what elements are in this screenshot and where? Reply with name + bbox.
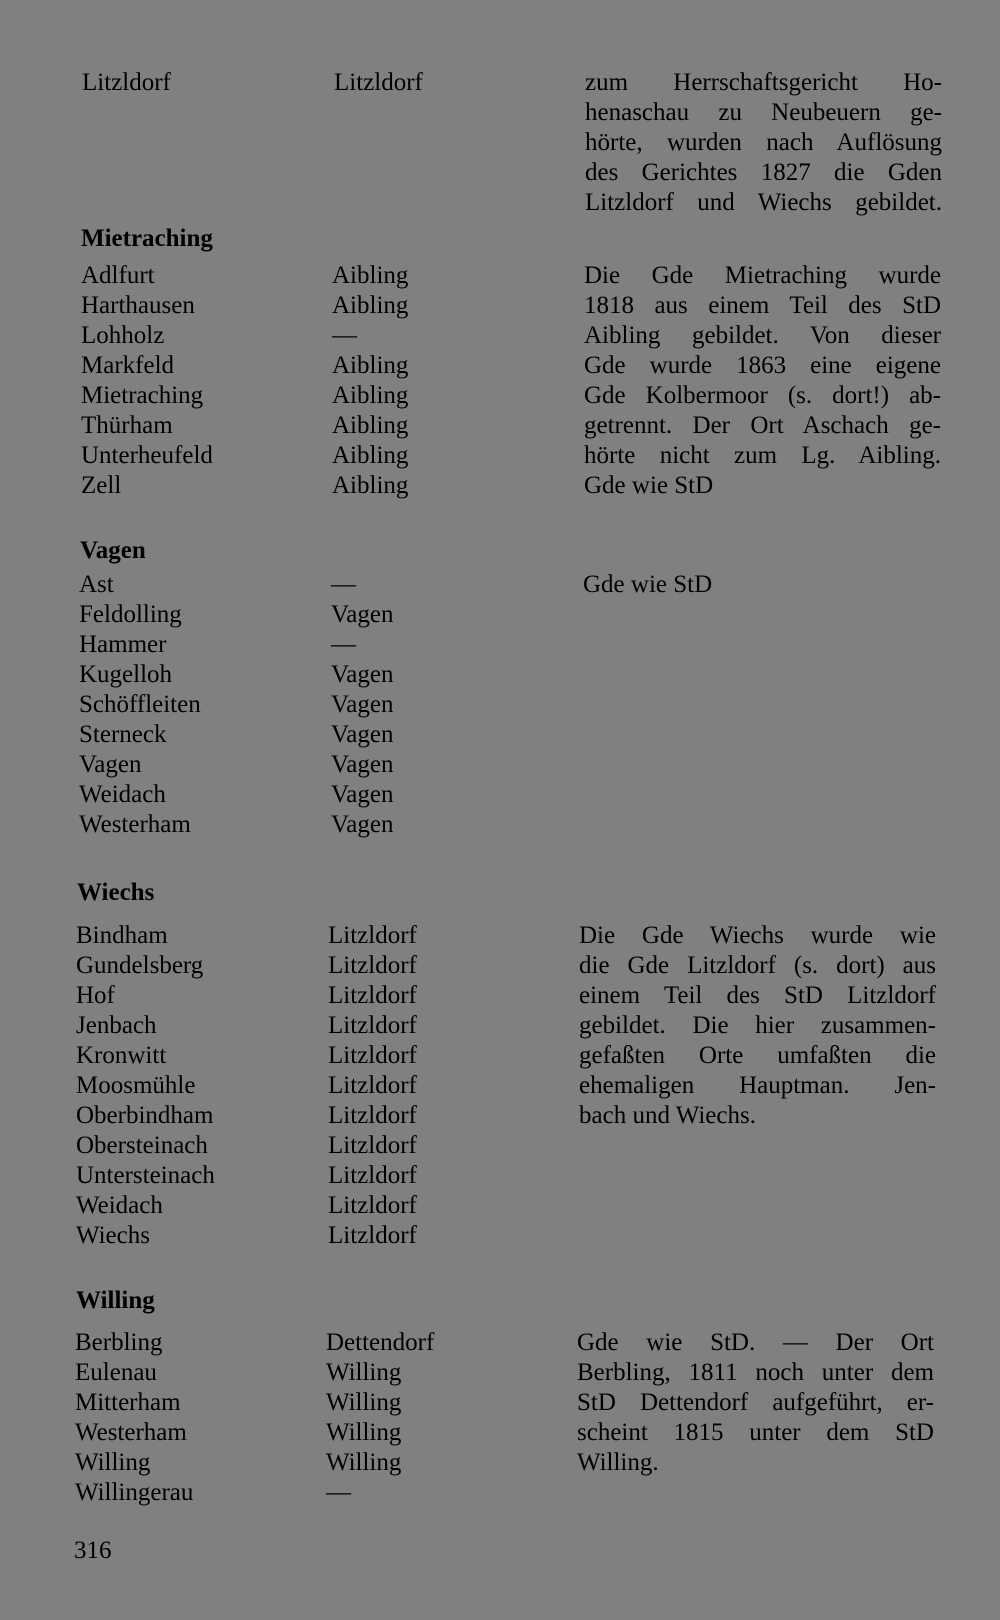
note-line: gebildet. Die hier zusammen- (579, 1012, 936, 1039)
std-name: Aibling (332, 412, 409, 439)
std-name: Vagen (331, 691, 394, 718)
std-name: Vagen (331, 751, 394, 778)
place-name: Harthausen (81, 292, 195, 319)
section-heading: Willing (76, 1287, 155, 1314)
note-line: StD Dettendorf aufgeführt, er- (577, 1389, 934, 1416)
place-name: Weidach (76, 1192, 163, 1219)
note-line: henaschau zu Neubeuern ge- (585, 99, 942, 126)
table-row (0, 660, 1000, 690)
note-line: Gde wurde 1863 eine eigene (584, 352, 941, 379)
place-name: Sterneck (79, 721, 167, 748)
note-line: Gde wie StD (584, 472, 714, 499)
note-line: zum Herrschaftsgericht Ho- (585, 69, 942, 96)
place-name: Jenbach (76, 1012, 157, 1039)
table-row (0, 1161, 1000, 1191)
std-name: Litzldorf (328, 1102, 417, 1129)
place-name: Moosmühle (76, 1072, 196, 1099)
section-note (583, 570, 940, 600)
table-row (0, 1478, 1000, 1508)
std-name: Dettendorf (326, 1329, 435, 1356)
std-name: Willing (326, 1419, 402, 1446)
place-name: Willingerau (75, 1479, 194, 1506)
section-note (584, 261, 941, 501)
note-line: Die Gde Mietraching wurde (584, 262, 941, 289)
table-row (0, 1131, 1000, 1161)
std-name: Litzldorf (328, 982, 417, 1009)
note-line: Aibling gebildet. Von dieser (584, 322, 941, 349)
place-name: Hof (76, 982, 115, 1009)
place-name: Schöffleiten (79, 691, 201, 718)
place-name: Gundelsberg (76, 952, 204, 979)
std-name: Litzldorf (328, 1192, 417, 1219)
note-line: Willing. (577, 1449, 659, 1476)
note-line: bach und Wiechs. (579, 1102, 756, 1129)
place-name: Feldolling (79, 601, 182, 628)
place-name: Eulenau (75, 1359, 157, 1386)
table-row (0, 1191, 1000, 1221)
place-name: Lohholz (81, 322, 165, 349)
table-row (0, 810, 1000, 840)
std-name: — (331, 631, 356, 658)
std-name: Vagen (331, 811, 394, 838)
note-line: des Gerichtes 1827 die Gden (585, 159, 942, 186)
note-line: gefaßten Orte umfaßten die (579, 1042, 936, 1069)
table-row (0, 750, 1000, 780)
std-name: Litzldorf (328, 1072, 417, 1099)
std-name: Willing (326, 1389, 402, 1416)
place-name: Hammer (79, 631, 167, 658)
section-note (577, 1328, 934, 1478)
std-name: Vagen (331, 601, 394, 628)
note-line: Berbling, 1811 noch unter dem (577, 1359, 934, 1386)
note-line: getrennt. Der Ort Aschach ge- (584, 412, 941, 439)
place-name: Willing (75, 1449, 151, 1476)
table-row (0, 1221, 1000, 1251)
place-name: Unterheufeld (81, 442, 213, 469)
table-row (0, 600, 1000, 630)
place-name: Markfeld (81, 352, 175, 379)
page-number: 316 (74, 1537, 112, 1564)
place-name: Bindham (76, 922, 168, 949)
std-name: — (331, 571, 356, 598)
note-line: Litzldorf und Wiechs gebildet. (585, 189, 942, 216)
std-name: Aibling (332, 292, 409, 319)
place-name: Vagen (79, 751, 142, 778)
note-line: Gde wie StD (583, 571, 713, 598)
table-row (0, 690, 1000, 720)
place-name: Mietraching (81, 382, 204, 409)
note-line: Die Gde Wiechs wurde wie (579, 922, 936, 949)
std-name: Aibling (332, 472, 409, 499)
std-name: Litzldorf (328, 922, 417, 949)
std-name: Litzldorf (328, 1132, 417, 1159)
std-name: Litzldorf (334, 69, 423, 96)
place-name: Kugelloh (79, 661, 173, 688)
place-name: Obersteinach (76, 1132, 208, 1159)
std-name: Litzldorf (328, 1222, 417, 1249)
place-name: Litzldorf (82, 69, 171, 96)
std-name: Litzldorf (328, 1042, 417, 1069)
std-name: Aibling (332, 382, 409, 409)
table-row (0, 780, 1000, 810)
note-line: die Gde Litzldorf (s. dort) aus (579, 952, 936, 979)
std-name: Willing (326, 1449, 402, 1476)
std-name: — (332, 322, 357, 349)
std-name: Vagen (331, 721, 394, 748)
place-name: Oberbindham (76, 1102, 214, 1129)
place-name: Adlfurt (81, 262, 155, 289)
section-heading: Mietraching (81, 225, 213, 252)
section-note (579, 921, 936, 1131)
place-name: Untersteinach (76, 1162, 215, 1189)
note-line: 1818 aus einem Teil des StD (584, 292, 941, 319)
std-name: Litzldorf (328, 1012, 417, 1039)
std-name: Vagen (331, 661, 394, 688)
std-name: Aibling (332, 262, 409, 289)
section-heading: Vagen (80, 537, 146, 564)
place-name: Kronwitt (76, 1042, 167, 1069)
place-name: Weidach (79, 781, 166, 808)
std-name: Litzldorf (328, 952, 417, 979)
place-name: Mitterham (75, 1389, 181, 1416)
note-line: ehemaligen Hauptman. Jen- (579, 1072, 936, 1099)
place-name: Berbling (75, 1329, 163, 1356)
note-line: hörte nicht zum Lg. Aibling. (584, 442, 941, 469)
place-name: Wiechs (76, 1222, 150, 1249)
std-name: Willing (326, 1359, 402, 1386)
section-note (585, 68, 942, 218)
note-line: Gde Kolbermoor (s. dort!) ab- (584, 382, 941, 409)
std-name: Aibling (332, 352, 409, 379)
place-name: Thürham (81, 412, 173, 439)
table-row (0, 630, 1000, 660)
place-name: Westerham (75, 1419, 187, 1446)
std-name: — (326, 1479, 351, 1506)
std-name: Aibling (332, 442, 409, 469)
note-line: einem Teil des StD Litzldorf (579, 982, 936, 1009)
section-heading: Wiechs (77, 879, 155, 906)
std-name: Litzldorf (328, 1162, 417, 1189)
note-line: hörte, wurden nach Auflösung (585, 129, 942, 156)
note-line: scheint 1815 unter dem StD (577, 1419, 934, 1446)
place-name: Ast (79, 571, 114, 598)
place-name: Zell (81, 472, 122, 499)
table-row (0, 720, 1000, 750)
note-line: Gde wie StD. — Der Ort (577, 1329, 934, 1356)
place-name: Westerham (79, 811, 191, 838)
std-name: Vagen (331, 781, 394, 808)
